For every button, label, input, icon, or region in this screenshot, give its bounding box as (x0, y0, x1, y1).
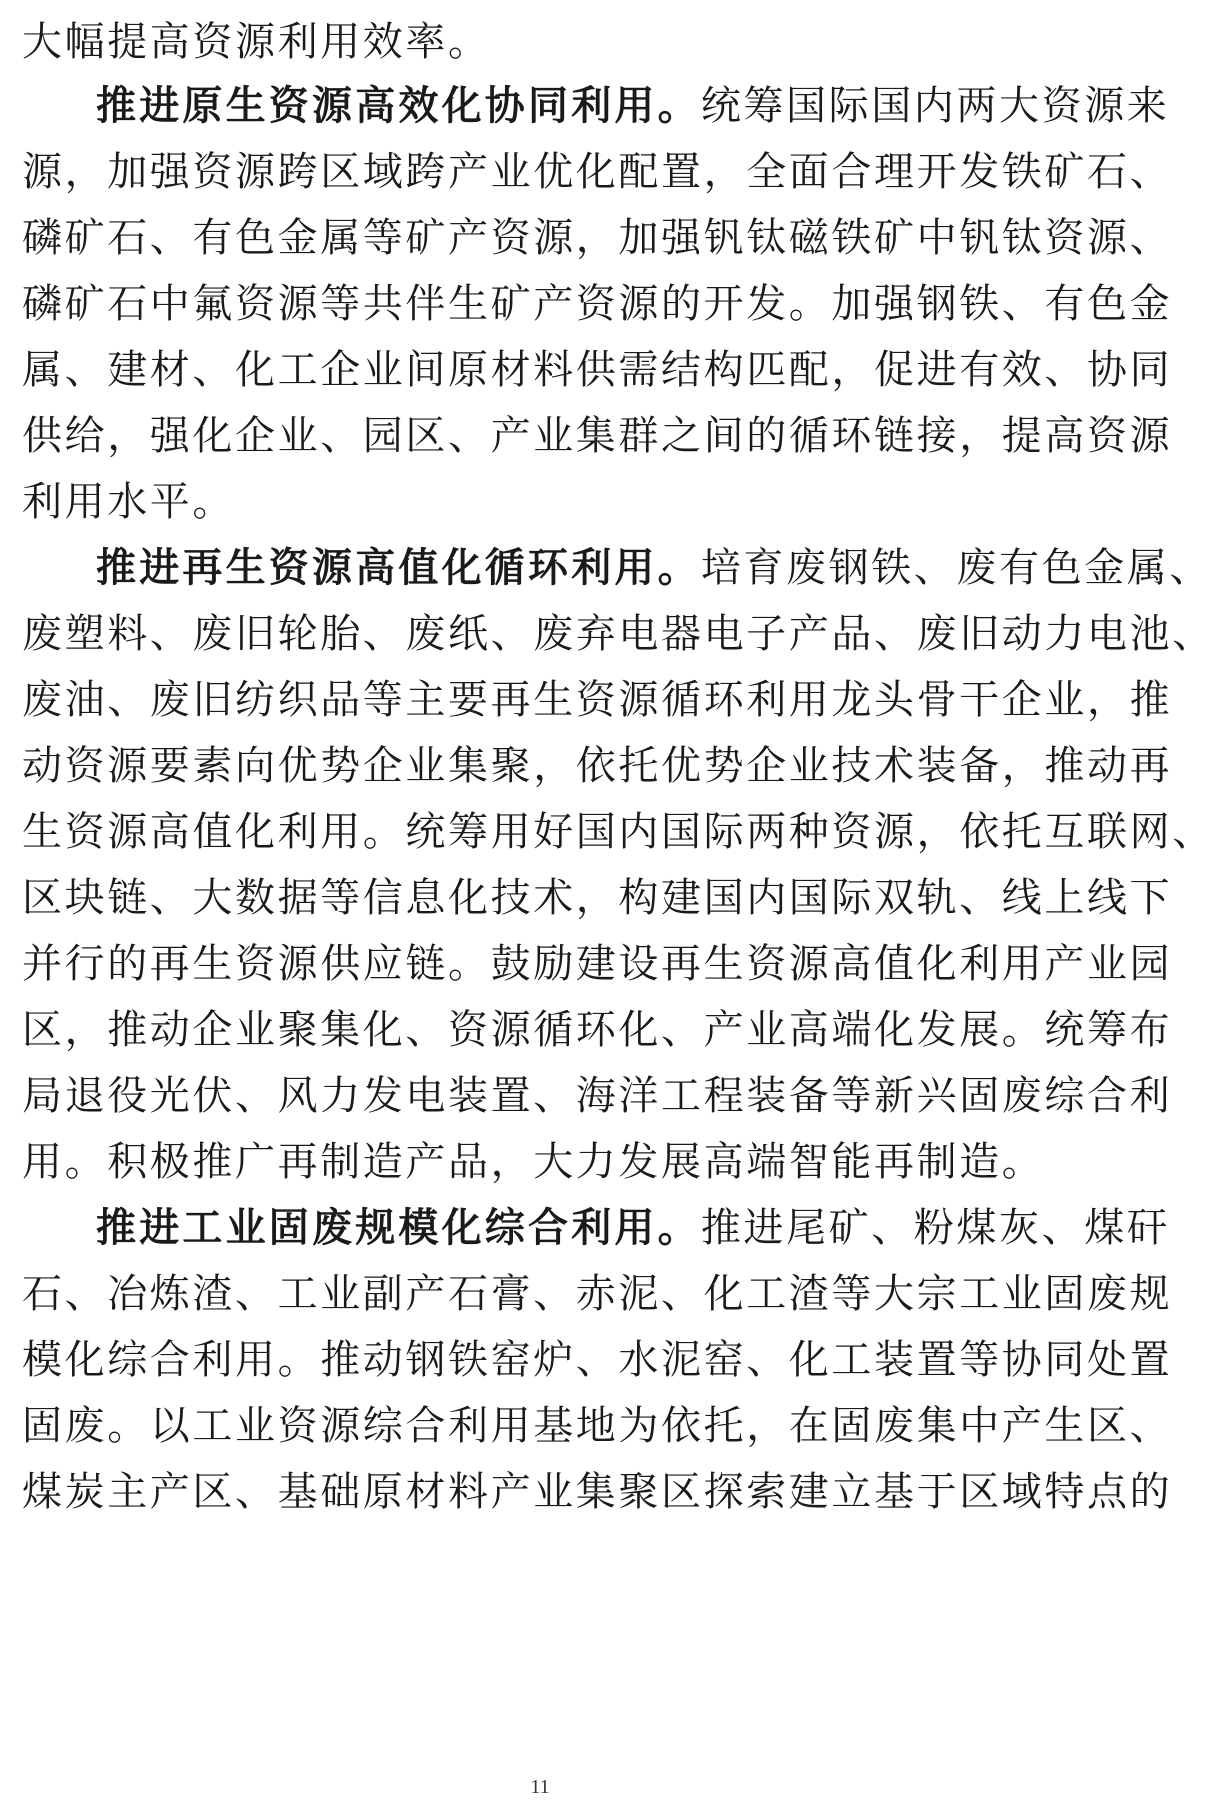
text-line: 煤炭主产区、基础原材料产业集聚区探索建立基于区域特点的 (22, 1469, 1173, 1515)
paragraph-heading-line: 推进原生资源高效化协同利用。统筹国际国内两大资源来 (96, 83, 1170, 129)
text-line: 磷矿石中氟资源等共伴生矿产资源的开发。加强钢铁、有色金 (22, 281, 1173, 327)
text-line: 动资源要素向优势企业集聚，依托优势企业技术装备，推动再 (22, 743, 1173, 789)
text-line: 用。积极推广再制造产品，大力发展高端智能再制造。 (22, 1139, 1045, 1185)
text-line: 区，推动企业聚集化、资源循环化、产业高端化发展。统筹布 (22, 1007, 1173, 1053)
text-line: 磷矿石、有色金属等矿产资源，加强钒钛磁铁矿中钒钛资源、 (22, 215, 1173, 261)
text-line: 源，加强资源跨区域跨产业优化配置，全面合理开发铁矿石、 (22, 149, 1173, 195)
text-line: 固废。以工业资源综合利用基地为依托，在固废集中产生区、 (22, 1403, 1173, 1449)
text-line: 供给，强化企业、园区、产业集群之间的循环链接，提高资源 (22, 413, 1173, 459)
page-number: 11 (530, 1776, 550, 1798)
paragraph-heading: 推进工业固废规模化综合利用。 (96, 1205, 701, 1251)
text-line: 利用水平。 (22, 479, 235, 525)
text-line: 局退役光伏、风力发电装置、海洋工程装备等新兴固废综合利 (22, 1073, 1173, 1119)
text-line: 废油、废旧纺织品等主要再生资源循环利用龙头骨干企业，推 (22, 677, 1173, 723)
paragraph-heading: 推进再生资源高值化循环利用。 (96, 545, 701, 591)
text-line: 模化综合利用。推动钢铁窑炉、水泥窑、化工装置等协同处置 (22, 1337, 1173, 1383)
text-line: 生资源高值化利用。统筹用好国内国际两种资源，依托互联网、 (22, 809, 1215, 855)
text-line: 属、建材、化工企业间原材料供需结构匹配，促进有效、协同 (22, 347, 1173, 393)
text-line: 废塑料、废旧轮胎、废纸、废弃电器电子产品、废旧动力电池、 (22, 611, 1215, 657)
text-line: 并行的再生资源供应链。鼓励建设再生资源高值化利用产业园 (22, 941, 1173, 987)
text-line: 石、冶炼渣、工业副产石膏、赤泥、化工渣等大宗工业固废规 (22, 1271, 1173, 1317)
text-line: 区块链、大数据等信息化技术，构建国内国际双轨、线上线下 (22, 875, 1173, 921)
paragraph-heading-line: 推进工业固废规模化综合利用。推进尾矿、粉煤灰、煤矸 (96, 1205, 1170, 1251)
paragraph-heading: 推进原生资源高效化协同利用。 (96, 83, 701, 129)
text-line: 大幅提高资源利用效率。 (22, 19, 491, 65)
paragraph-heading-line: 推进再生资源高值化循环利用。培育废钢铁、废有色金属、 (96, 545, 1213, 591)
